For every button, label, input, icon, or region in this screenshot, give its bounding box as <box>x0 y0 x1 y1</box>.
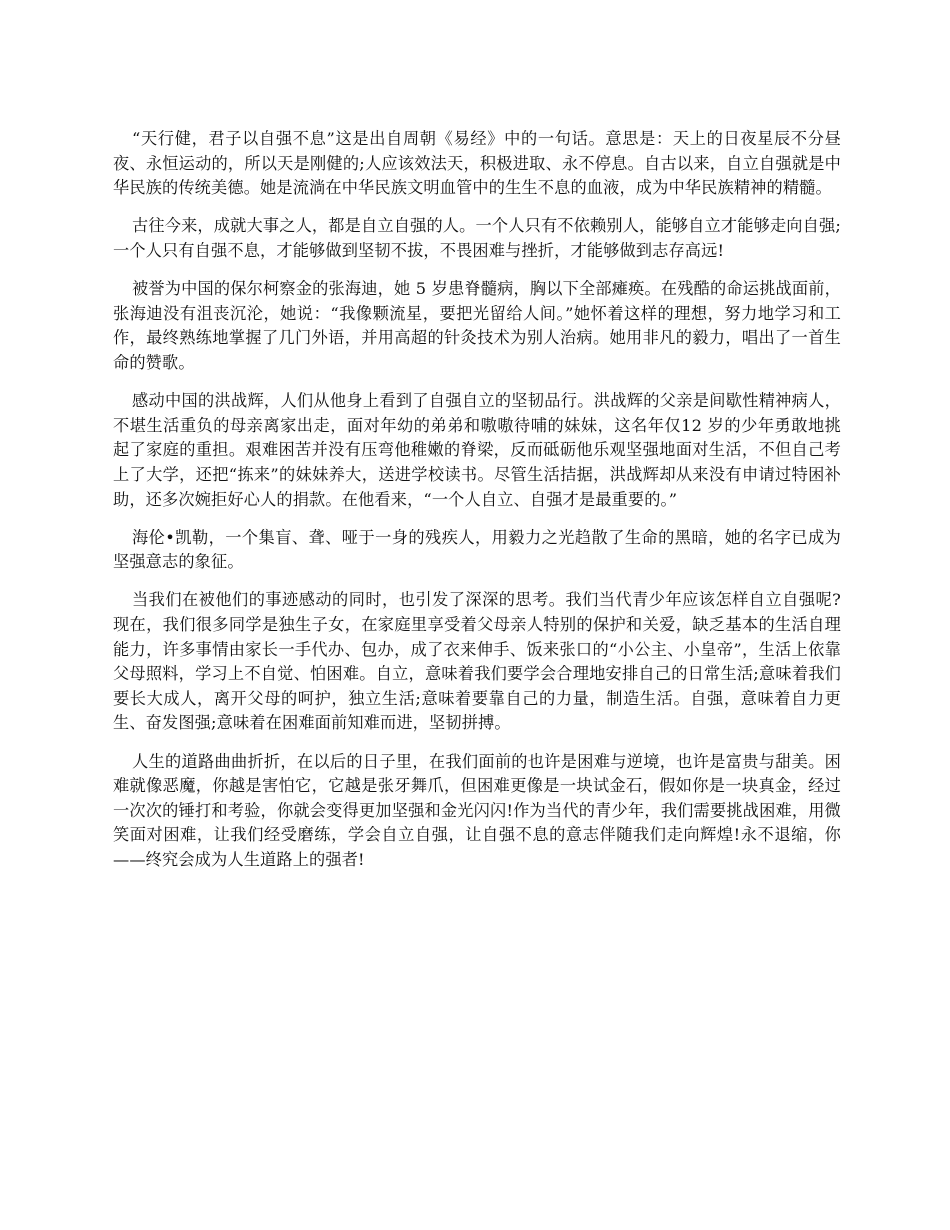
paragraph-1: “天行健，君子以自强不息”这是出自周朝《易经》中的一句话。意思是：天上的日夜星辰不分昼夜、永恒运动的，所以天是刚健的;人应该效法天，积极进取、永不停息。自古以来，自立自强就是中华民族的传统美德。她是流淌在中华民族文明血管中的生生不息的血液，成为中华民族精神的精髓。 <box>113 129 841 198</box>
paragraph-7: 人生的道路曲曲折折，在以后的日子里，在我们面前的也许是困难与逆境，也许是富贵与甜美。困难就像恶魔，你越是害怕它，它越是张牙舞爪，但困难更像是一块试金石，假如你是一块真金，经过一次次的锤打和考验，你就会变得更加坚强和金光闪闪!作为当代的青少年，我们需要挑战困难，用微笑面对困难，让我们经受磨练，学会自立自强，让自强不息的意志伴随我们走向辉煌!永不退缩，你——终究会成为人生道路上的强者! <box>113 751 841 869</box>
paragraph-3: 被誉为中国的保尔柯察金的张海迪，她 5 岁患脊髓病，胸以下全部瘫痪。在残酷的命运挑战面前，张海迪没有沮丧沉沦，她说：“我像颗流星，要把光留给人间。”她怀着这样的理想，努力地学习和工作，最终熟练地掌握了几门外语，并用高超的针灸技术为别人治病。她用非凡的毅力，唱出了一首生命的赞歌。 <box>113 279 841 372</box>
document-page <box>113 127 841 886</box>
paragraph-4: 感动中国的洪战辉，人们从他身上看到了自强自立的坚韧品行。洪战辉的父亲是间歇性精神病人，不堪生活重负的母亲离家出走，面对年幼的弟弟和嗷嗷待哺的妹妹，这名年仅12 岁的少年勇敢地挑起了家庭的重担。艰难困苦并没有压弯他稚嫩的脊梁，反而砥砺他乐观坚强地面对生活，不但自己考上了大学，还把“拣来”的妹妹养大，送进学校读书。尽管生活拮据，洪战辉却从来没有申请过特困补助，还多次婉拒好心人的捐款。在他看来，“一个人自立、自强才是最重要的。” <box>113 391 841 509</box>
paragraph-6: 当我们在被他们的事迹感动的同时，也引发了深深的思考。我们当代青少年应该怎样自立自强呢?现在，我们很多同学是独生子女，在家庭里享受着父母亲人特别的保护和关爱，缺乏基本的生活自理能力，许多事情由家长一手代办、包办，成了衣来伸手、饭来张口的“小公主、小皇帝”，生活上依靠父母照料，学习上不自觉、怕困难。自立，意味着我们要学会合理地安排自己的日常生活;意味着我们要长大成人，离开父母的呵护，独立生活;意味着要靠自己的力量，制造生活。自强，意味着自力更生、奋发图强;意味着在困难面前知难而进，坚韧拼搏。 <box>113 590 841 733</box>
paragraph-5: 海伦•凯勒，一个集盲、聋、哑于一身的残疾人，用毅力之光趋散了生命的黑暗，她的名字已成为坚强意志的象征。 <box>113 527 841 572</box>
paragraph-2: 古往今来，成就大事之人，都是自立自强的人。一个人只有不依赖别人，能够自立才能够走向自强;一个人只有自强不息，才能够做到坚韧不拔，不畏困难与挫折，才能够做到志存高远! <box>113 216 841 260</box>
